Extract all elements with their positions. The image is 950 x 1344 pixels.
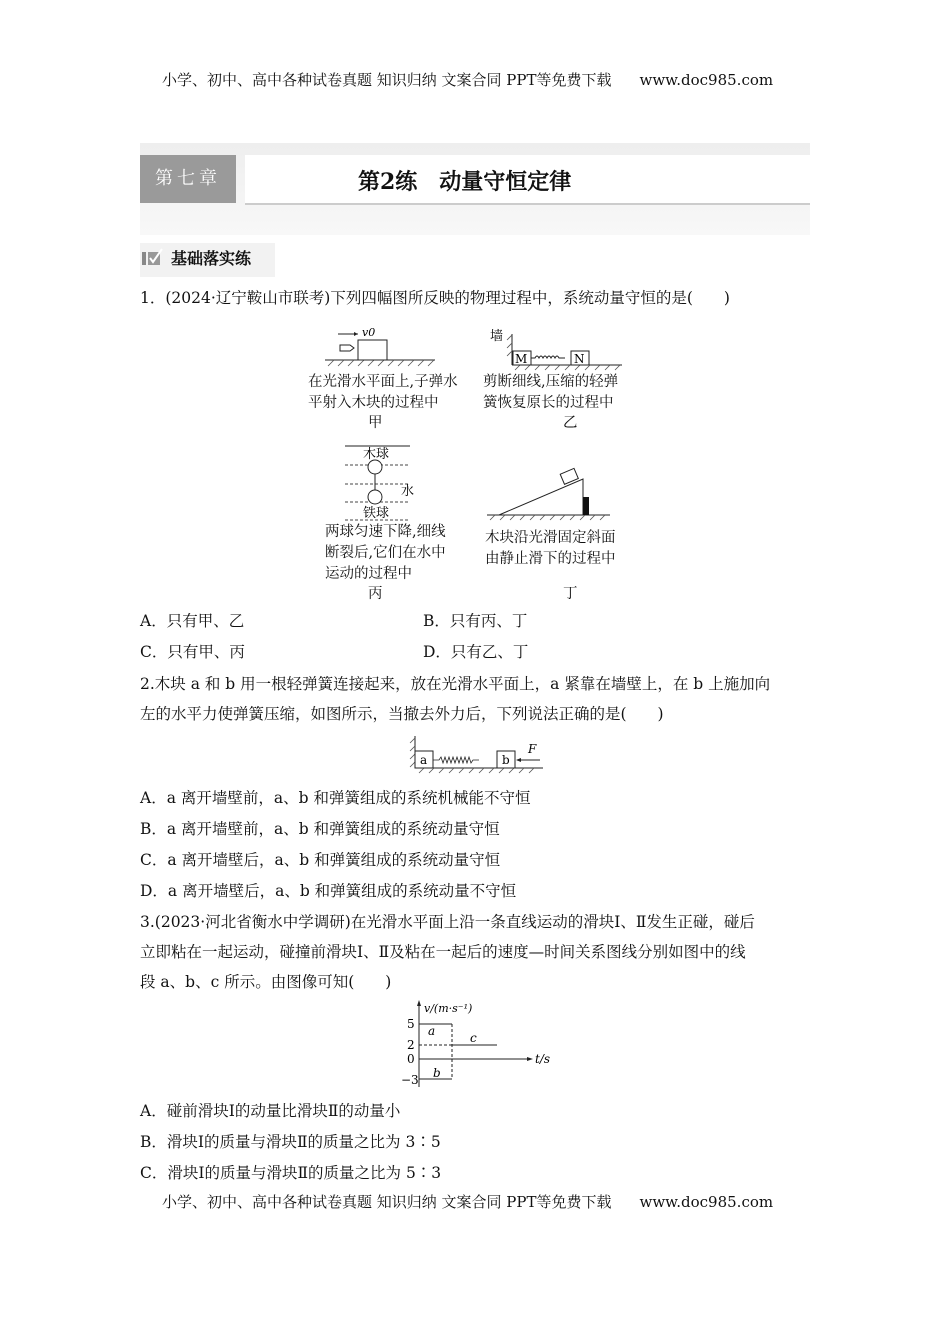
tick-2: 2 <box>407 1038 415 1052</box>
y-axis-label: v/(m·s⁻¹) <box>424 1002 473 1015</box>
q2-stem-1: 2.木块 a 和 b 用一根轻弹簧连接起来，放在光滑水平面上，a 紧靠在墙壁上，在 b 上施加向 <box>140 675 771 693</box>
v0-label: v0 <box>362 326 376 339</box>
block-a: a <box>420 753 428 767</box>
q1-option-b: B．只有丙、丁 <box>423 612 528 630</box>
q1-stem: 1．(2024·辽宁鞍山市联考)下列四幅图所反映的物理过程中，系统动量守恒的是( ) <box>140 289 730 307</box>
q1-option-d: D．只有乙、丁 <box>423 643 529 661</box>
tick-5: 5 <box>407 1017 415 1031</box>
q2-option-a: A．a 离开墙壁前，a、b 和弹簧组成的系统机械能不守恒 <box>140 789 531 807</box>
q2-option-b: B．a 离开墙壁前，a、b 和弹簧组成的系统动量守恒 <box>140 820 500 838</box>
water-label: 水 <box>401 484 415 499</box>
block-m: M <box>515 352 528 366</box>
q3-stem-2: 立即粘在一起运动，碰撞前滑块Ⅰ、Ⅱ及粘在一起后的速度—时间关系图线分别如图中的线 <box>140 943 746 961</box>
q3-option-a: A．碰前滑块Ⅰ的动量比滑块Ⅱ的动量小 <box>140 1102 401 1120</box>
figure-yi <box>490 328 622 370</box>
q2-stem-2: 左的水平力使弹簧压缩，如图所示，当撤去外力后，下列说法正确的是( ) <box>140 705 664 723</box>
q2-option-c: C．a 离开墙壁后，a、b 和弹簧组成的系统动量守恒 <box>140 851 501 869</box>
page-footer <box>162 1191 773 1212</box>
page-header <box>162 69 773 90</box>
bing-caption-1: 两球匀速下降,细线 <box>325 524 446 540</box>
checkbox-icon <box>142 248 164 266</box>
yi-label: 乙 <box>563 415 578 431</box>
q1-option-a: A．只有甲、乙 <box>140 612 245 630</box>
yi-caption-1: 剪断细线,压缩的轻弹 <box>483 374 619 390</box>
jia-label: 甲 <box>368 415 383 431</box>
segment-a-label: a <box>428 1024 436 1038</box>
q3-stem-3: 段 a、b、c 所示。由图像可知( ) <box>140 973 392 991</box>
block-n: N <box>574 352 585 366</box>
segment-b-label: b <box>433 1066 441 1080</box>
q3-stem-1: 3.(2023·河北省衡水中学调研)在光滑水平面上沿一条直线运动的滑块Ⅰ、Ⅱ发生正碰，碰后 <box>140 913 755 931</box>
x-axis-label: t/s <box>535 1052 551 1066</box>
footer-text: 小学、初中、高中各种试卷真题 知识归纳 文案合同 PPT等免费下载 <box>162 1193 612 1211</box>
q3-option-c: C．滑块Ⅰ的质量与滑块Ⅱ的质量之比为 5∶3 <box>140 1164 442 1182</box>
force-label: F <box>528 742 537 756</box>
chapter-label: 第七章 <box>140 155 236 203</box>
jia-caption-2: 平射入木块的过程中 <box>308 395 439 411</box>
header-text: 小学、初中、高中各种试卷真题 知识归纳 文案合同 PPT等免费下载 <box>162 71 612 89</box>
figure-bing <box>345 446 414 521</box>
section-title: 基础落实练 <box>171 249 252 268</box>
bing-label: 丙 <box>368 586 383 602</box>
ding-caption-2: 由静止滑下的过程中 <box>485 551 616 567</box>
bing-caption-2: 断裂后,它们在水中 <box>325 545 446 561</box>
ding-caption-1: 木块沿光滑固定斜面 <box>485 530 616 546</box>
figure-ding <box>487 468 610 520</box>
tick-neg3: −3 <box>401 1073 419 1087</box>
tick-0: 0 <box>407 1052 415 1066</box>
wall-label: 墙 <box>490 329 504 344</box>
jia-caption-1: 在光滑水平面上,子弹水 <box>308 374 458 390</box>
page-title: 第2练 动量守恒定律 <box>358 169 572 195</box>
bing-caption-3: 运动的过程中 <box>325 566 412 582</box>
q1-option-c: C．只有甲、丙 <box>140 643 245 661</box>
iron-ball-label: 铁球 <box>363 506 390 521</box>
ding-label: 丁 <box>563 586 578 602</box>
q3-option-b: B．滑块Ⅰ的质量与滑块Ⅱ的质量之比为 3∶5 <box>140 1133 441 1151</box>
q2-option-d: D．a 离开墙壁后，a、b 和弹簧组成的系统动量不守恒 <box>140 882 517 900</box>
segment-c-label: c <box>470 1031 477 1045</box>
q3-vt-graph <box>370 995 570 1090</box>
q2-figure <box>405 733 550 778</box>
yi-caption-2: 簧恢复原长的过程中 <box>483 395 614 411</box>
figure-jia <box>325 326 435 366</box>
block-b: b <box>502 753 510 767</box>
header-site: www.doc985.com <box>639 71 774 89</box>
wood-ball-label: 木球 <box>363 447 390 462</box>
footer-site: www.doc985.com <box>639 1193 774 1211</box>
